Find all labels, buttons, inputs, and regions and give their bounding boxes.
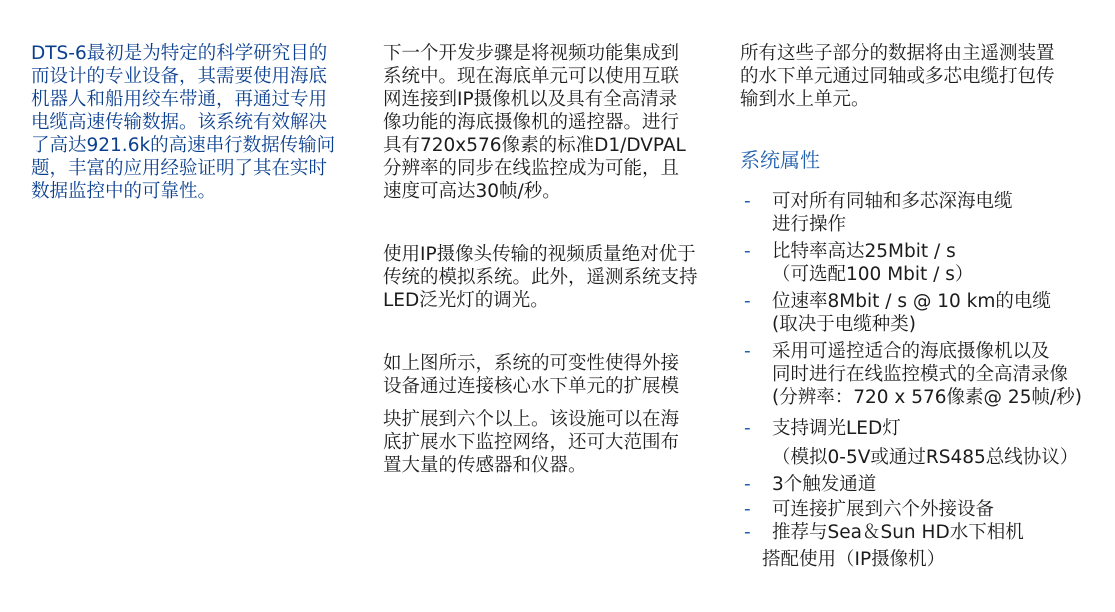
bullet-dash: - [744,191,751,212]
list-item-line: 3个触发通道 [772,474,877,495]
text-line: 传统的模拟系统。此外，遥测系统支持 [383,267,698,288]
list-item [740,473,1110,496]
text-line: 题，丰富的应用经验证明了其在实时 [31,158,328,179]
bullet-dash: - [744,499,751,520]
text-line: 底扩展水下监控网络，还可大范围布 [383,432,680,453]
bullet-dash: - [744,241,751,262]
list-item [740,240,1110,286]
text-line: 网连接到IP摄像机以及具有全高清录 [383,89,678,110]
text-line: 置大量的传感器和仪器。 [383,455,587,476]
property-list [740,190,1110,544]
text-line: 设备通过连接核心水下单元的扩展模 [383,376,680,397]
list-item [740,417,1110,469]
text-line: 像功能的海底摄像机的遥控器。进行 [383,112,680,133]
expansion-block [383,352,728,398]
list-item-line: （模拟0-5V或通过RS485总线协议） [772,447,1079,468]
list-item-line: 采用可遥控适合的海底摄像机以及 [772,341,1050,362]
development-column [383,42,728,203]
list-item-line: （可选配100 Mbit / s） [772,264,974,285]
bullet-dash: - [744,474,751,495]
expansion-block-cont [383,408,728,477]
list-item [740,290,1110,336]
text-line: 机器人和船用绞车带通，再通过专用 [31,89,328,110]
list-item-line: 支持调光LED灯 [772,418,901,439]
list-item-line: 可对所有同轴和多芯深海电缆 [772,191,1013,212]
bullet-dash: - [744,418,751,439]
bullet-dash: - [744,522,751,543]
text-line: 如上图所示，系统的可变性使得外接 [383,353,680,374]
list-item-line: 可连接扩展到六个外接设备 [772,499,995,520]
text-line: 而设计的专业设备，其需要使用海底 [31,66,328,87]
text-line: 速度可高达30帧/秒。 [383,181,561,202]
list-item-line: 推荐与Sea＆Sun HD水下相机 [772,522,1024,543]
list-item [740,521,1110,544]
list-item-line: 进行操作 [772,214,847,235]
text-line: 下一个开发步骤是将视频功能集成到 [383,43,680,64]
list-item-line: 同时进行在线监控模式的全高清录像 [772,364,1069,385]
ip-camera-block [383,243,728,312]
text-line: 输到水上单元。 [740,89,870,110]
intro-column [31,42,361,203]
video-integration-paragraph [383,42,728,203]
list-item [740,498,1110,521]
text-line: 块扩展到六个以上。该设施可以在海 [383,409,680,430]
text-line: 电缆高速传输数据。该系统有效解决 [31,112,328,133]
text-line: 的水下单元通过同轴或多芯电缆打包传 [740,66,1055,87]
text-line: 具有720x576像素的标准D1/DVPAL [383,135,686,156]
expansion-paragraph-b [383,408,728,477]
text-line: 数据监控中的可靠性。 [31,181,217,202]
ip-camera-paragraph [383,243,728,312]
list-continuation: 搭配使用（IP摄像机） [762,549,946,570]
text-line: 使用IP摄像头传输的视频质量绝对优于 [383,244,696,265]
list-item-line: (取决于电缆种类) [772,314,916,335]
list-item-line: (分辨率：720 x 576像素@ 25帧/秒) [772,387,1082,408]
text-line: 了高达921.6k的高速串行数据传输问 [31,135,336,156]
text-line: 分辨率的同步在线监控成为可能，且 [383,158,680,179]
section-heading: 系统属性 [740,148,820,172]
list-item [740,340,1110,409]
list-item [740,190,1110,236]
bullet-dash: - [744,341,751,362]
text-line: 所有这些子部分的数据将由主遥测装置 [740,43,1055,64]
bullet-dash: - [744,291,751,312]
telemetry-intro-paragraph [740,42,1100,111]
telemetry-column [740,42,1100,111]
text-line: LED泛光灯的调光。 [383,290,549,311]
list-item-line: 位速率8Mbit / s @ 10 km的电缆 [772,291,1051,312]
list-item-line: 比特率高达25Mbit / s [772,241,956,262]
text-line: DTS-6最初是为特定的科学研究目的 [31,43,328,64]
expansion-paragraph-a [383,352,728,398]
text-line: 系统中。现在海底单元可以使用互联 [383,66,680,87]
intro-paragraph [31,42,361,203]
